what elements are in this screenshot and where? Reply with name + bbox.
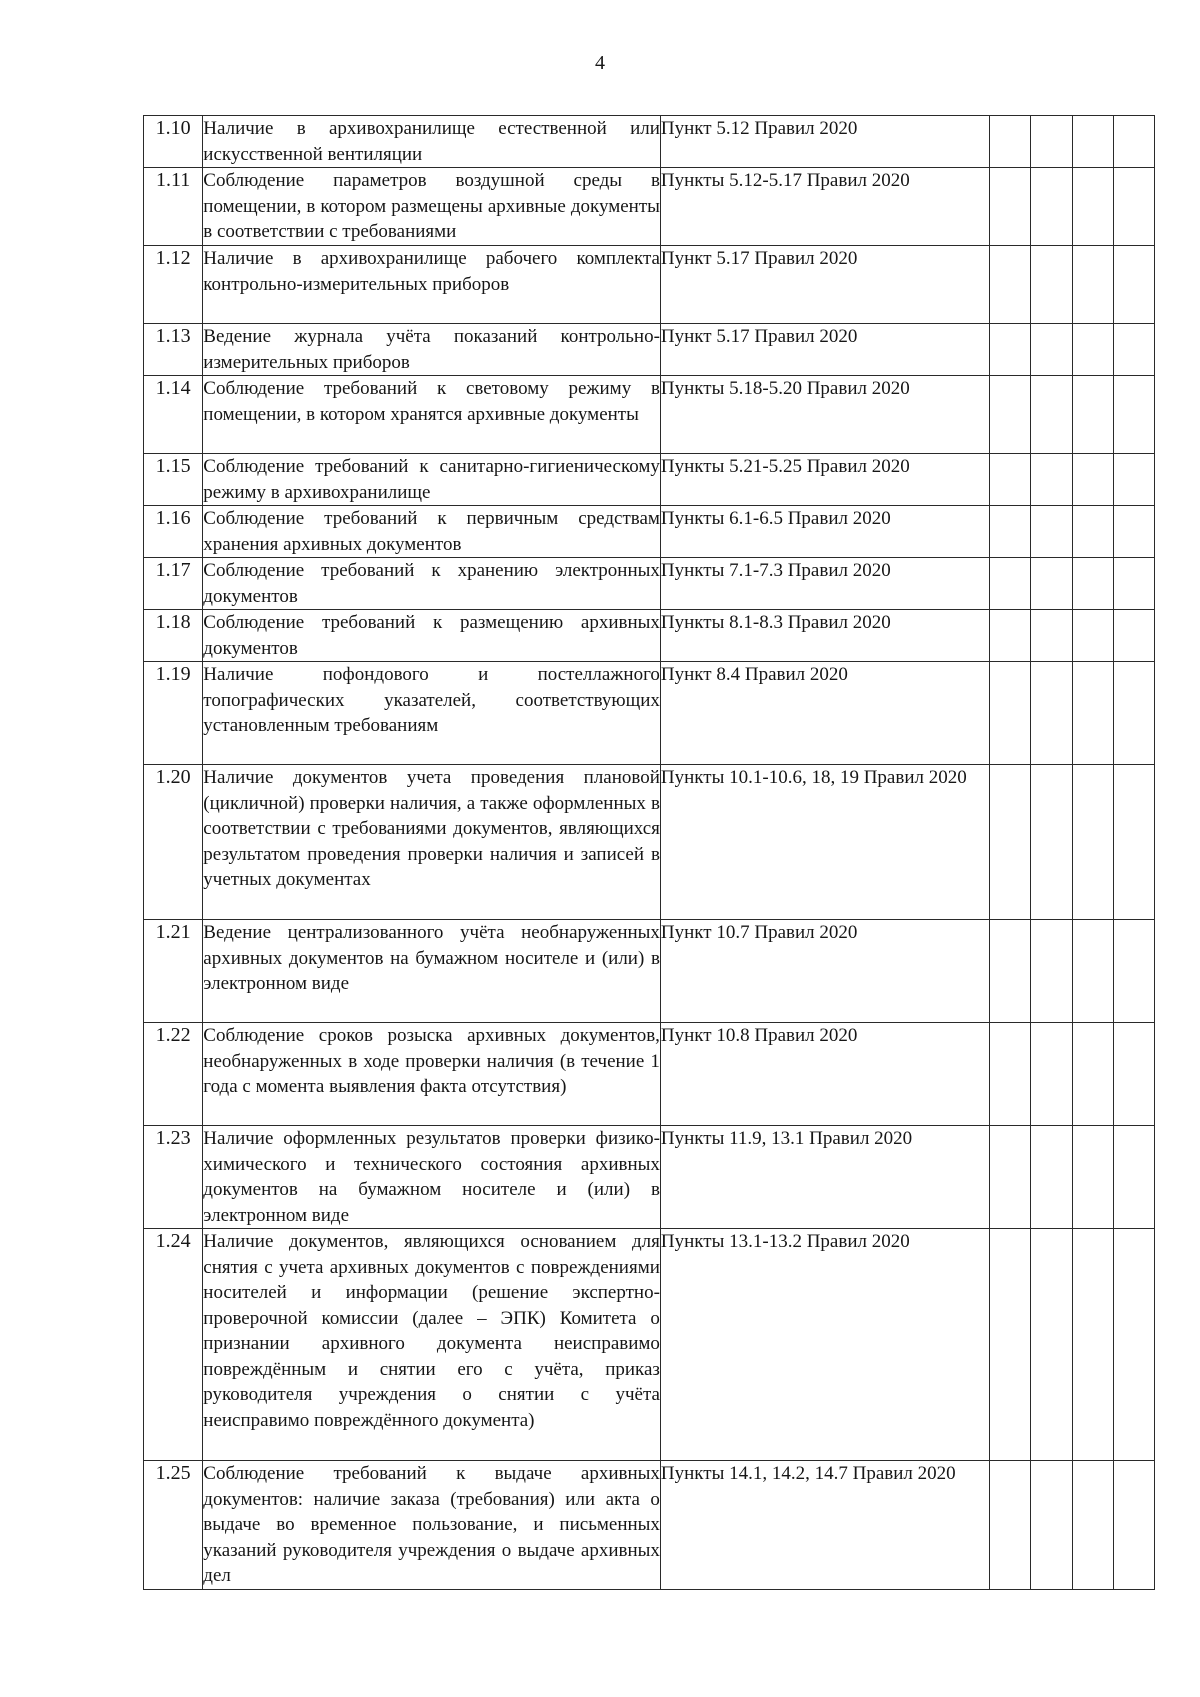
row-number: 1.10 — [144, 116, 203, 168]
mark-cell — [1031, 454, 1073, 506]
mark-cell — [1072, 168, 1114, 246]
mark-cell — [1072, 506, 1114, 558]
mark-cell — [1031, 765, 1073, 920]
mark-cell — [1031, 1023, 1073, 1126]
mark-cell — [1072, 324, 1114, 376]
table-row — [144, 1461, 1155, 1590]
mark-cell — [1114, 1229, 1155, 1461]
mark-cell — [1072, 1461, 1114, 1590]
requirement-text: Наличие в архивохранилище рабочего комплекта контрольно-измерительных приборов — [203, 246, 661, 324]
table-row — [144, 1229, 1155, 1461]
reference-text: Пункт 5.17 Правил 2020 — [660, 246, 989, 324]
reference-text: Пункты 11.9, 13.1 Правил 2020 — [660, 1126, 989, 1229]
table-row — [144, 920, 1155, 1023]
table-row — [144, 1023, 1155, 1126]
mark-cell — [989, 506, 1031, 558]
requirement-text: Соблюдение требований к хранению электронных документов — [203, 558, 661, 610]
mark-cell — [1114, 765, 1155, 920]
mark-cell — [989, 1023, 1031, 1126]
reference-text: Пункт 10.8 Правил 2020 — [660, 1023, 989, 1126]
mark-cell — [1031, 662, 1073, 765]
mark-cell — [1031, 506, 1073, 558]
reference-text: Пункты 5.21-5.25 Правил 2020 — [660, 454, 989, 506]
row-number: 1.17 — [144, 558, 203, 610]
mark-cell — [1031, 610, 1073, 662]
requirement-text: Наличие документов, являющихся основанием для снятия с учета архивных документов с повреждениями носителей и информации (решение экспертно-проверочной комиссии (далее – ЭПК) Комитета о признании архивного документа неисправимо повреждённым и снятии его с учёта, приказ руководителя учреждения о снятии с учёта неисправимо повреждённого документа) — [203, 1229, 661, 1461]
mark-cell — [1114, 1023, 1155, 1126]
row-number: 1.16 — [144, 506, 203, 558]
mark-cell — [1031, 116, 1073, 168]
mark-cell — [1072, 454, 1114, 506]
mark-cell — [1114, 920, 1155, 1023]
mark-cell — [1114, 454, 1155, 506]
row-number: 1.13 — [144, 324, 203, 376]
mark-cell — [1114, 116, 1155, 168]
mark-cell — [1072, 116, 1114, 168]
requirement-text: Соблюдение требований к размещению архивных документов — [203, 610, 661, 662]
reference-text: Пункты 7.1-7.3 Правил 2020 — [660, 558, 989, 610]
checklist-body — [144, 116, 1155, 1590]
mark-cell — [1072, 1126, 1114, 1229]
mark-cell — [1114, 246, 1155, 324]
mark-cell — [1114, 558, 1155, 610]
mark-cell — [989, 1126, 1031, 1229]
mark-cell — [1114, 1461, 1155, 1590]
row-number: 1.15 — [144, 454, 203, 506]
row-number: 1.11 — [144, 168, 203, 246]
mark-cell — [1031, 246, 1073, 324]
mark-cell — [1031, 1461, 1073, 1590]
table-row — [144, 1126, 1155, 1229]
row-number: 1.14 — [144, 376, 203, 454]
reference-text: Пункты 14.1, 14.2, 14.7 Правил 2020 — [660, 1461, 989, 1590]
mark-cell — [1114, 610, 1155, 662]
mark-cell — [989, 610, 1031, 662]
reference-text: Пункт 10.7 Правил 2020 — [660, 920, 989, 1023]
row-number: 1.18 — [144, 610, 203, 662]
requirement-text: Наличие документов учета проведения плановой (цикличной) проверки наличия, а также оформленных в соответствии с требованиями документов, являющихся результатом проведения проверки наличия и записей в учетных документах — [203, 765, 661, 920]
table-row — [144, 610, 1155, 662]
row-number: 1.12 — [144, 246, 203, 324]
row-number: 1.24 — [144, 1229, 203, 1461]
mark-cell — [989, 662, 1031, 765]
mark-cell — [1072, 1023, 1114, 1126]
row-number: 1.25 — [144, 1461, 203, 1590]
mark-cell — [1031, 920, 1073, 1023]
mark-cell — [1031, 558, 1073, 610]
requirement-text: Наличие пофондового и постеллажного топографических указателей, соответствующих установленным требованиям — [203, 662, 661, 765]
checklist-table — [143, 115, 1155, 1590]
mark-cell — [1114, 376, 1155, 454]
mark-cell — [1114, 324, 1155, 376]
reference-text: Пункты 6.1-6.5 Правил 2020 — [660, 506, 989, 558]
mark-cell — [989, 765, 1031, 920]
row-number: 1.20 — [144, 765, 203, 920]
mark-cell — [1072, 376, 1114, 454]
mark-cell — [1072, 246, 1114, 324]
mark-cell — [989, 116, 1031, 168]
table-row — [144, 376, 1155, 454]
row-number: 1.19 — [144, 662, 203, 765]
reference-text: Пункты 8.1-8.3 Правил 2020 — [660, 610, 989, 662]
mark-cell — [1114, 1126, 1155, 1229]
reference-text: Пункты 5.18-5.20 Правил 2020 — [660, 376, 989, 454]
mark-cell — [1031, 324, 1073, 376]
row-number: 1.21 — [144, 920, 203, 1023]
requirement-text: Соблюдение параметров воздушной среды в помещении, в котором размещены архивные документы в соответствии с требованиями — [203, 168, 661, 246]
requirement-text: Ведение журнала учёта показаний контрольно-измерительных приборов — [203, 324, 661, 376]
mark-cell — [1072, 558, 1114, 610]
requirement-text: Соблюдение требований к выдаче архивных документов: наличие заказа (требования) или акта о выдаче во временное пользование, и письменных указаний руководителя учреждения о выдаче архивных дел — [203, 1461, 661, 1590]
requirement-text: Наличие оформленных результатов проверки физико-химического и технического состояния архивных документов на бумажном носителе и (или) в электронном виде — [203, 1126, 661, 1229]
mark-cell — [1072, 662, 1114, 765]
mark-cell — [989, 376, 1031, 454]
table-row — [144, 116, 1155, 168]
mark-cell — [1072, 610, 1114, 662]
reference-text: Пункт 5.17 Правил 2020 — [660, 324, 989, 376]
mark-cell — [989, 246, 1031, 324]
reference-text: Пункт 5.12 Правил 2020 — [660, 116, 989, 168]
mark-cell — [989, 920, 1031, 1023]
mark-cell — [989, 1229, 1031, 1461]
reference-text: Пункт 8.4 Правил 2020 — [660, 662, 989, 765]
table-row — [144, 765, 1155, 920]
table-row — [144, 454, 1155, 506]
table-row — [144, 246, 1155, 324]
table-row — [144, 324, 1155, 376]
mark-cell — [989, 454, 1031, 506]
reference-text: Пункты 13.1-13.2 Правил 2020 — [660, 1229, 989, 1461]
row-number: 1.23 — [144, 1126, 203, 1229]
table-row — [144, 168, 1155, 246]
requirement-text: Соблюдение требований к первичным средствам хранения архивных документов — [203, 506, 661, 558]
requirement-text: Соблюдение требований к световому режиму в помещении, в котором хранятся архивные документы — [203, 376, 661, 454]
requirement-text: Ведение централизованного учёта необнаруженных архивных документов на бумажном носителе и (или) в электронном виде — [203, 920, 661, 1023]
mark-cell — [1031, 168, 1073, 246]
mark-cell — [1072, 920, 1114, 1023]
mark-cell — [989, 558, 1031, 610]
mark-cell — [1072, 765, 1114, 920]
reference-text: Пункты 10.1-10.6, 18, 19 Правил 2020 — [660, 765, 989, 920]
mark-cell — [989, 168, 1031, 246]
table-row — [144, 662, 1155, 765]
mark-cell — [1072, 1229, 1114, 1461]
table-row — [144, 506, 1155, 558]
mark-cell — [1114, 168, 1155, 246]
mark-cell — [1031, 376, 1073, 454]
mark-cell — [1031, 1126, 1073, 1229]
row-number: 1.22 — [144, 1023, 203, 1126]
mark-cell — [1114, 662, 1155, 765]
reference-text: Пункты 5.12-5.17 Правил 2020 — [660, 168, 989, 246]
page-number: 4 — [595, 52, 605, 74]
mark-cell — [989, 324, 1031, 376]
table-row — [144, 558, 1155, 610]
requirement-text: Соблюдение сроков розыска архивных документов, необнаруженных в ходе проверки наличия (в течение 1 года с момента выявления факта отсутствия) — [203, 1023, 661, 1126]
mark-cell — [1031, 1229, 1073, 1461]
requirement-text: Соблюдение требований к санитарно-гигиеническому режиму в архивохранилище — [203, 454, 661, 506]
mark-cell — [989, 1461, 1031, 1590]
requirement-text: Наличие в архивохранилище естественной или искусственной вентиляции — [203, 116, 661, 168]
mark-cell — [1114, 506, 1155, 558]
